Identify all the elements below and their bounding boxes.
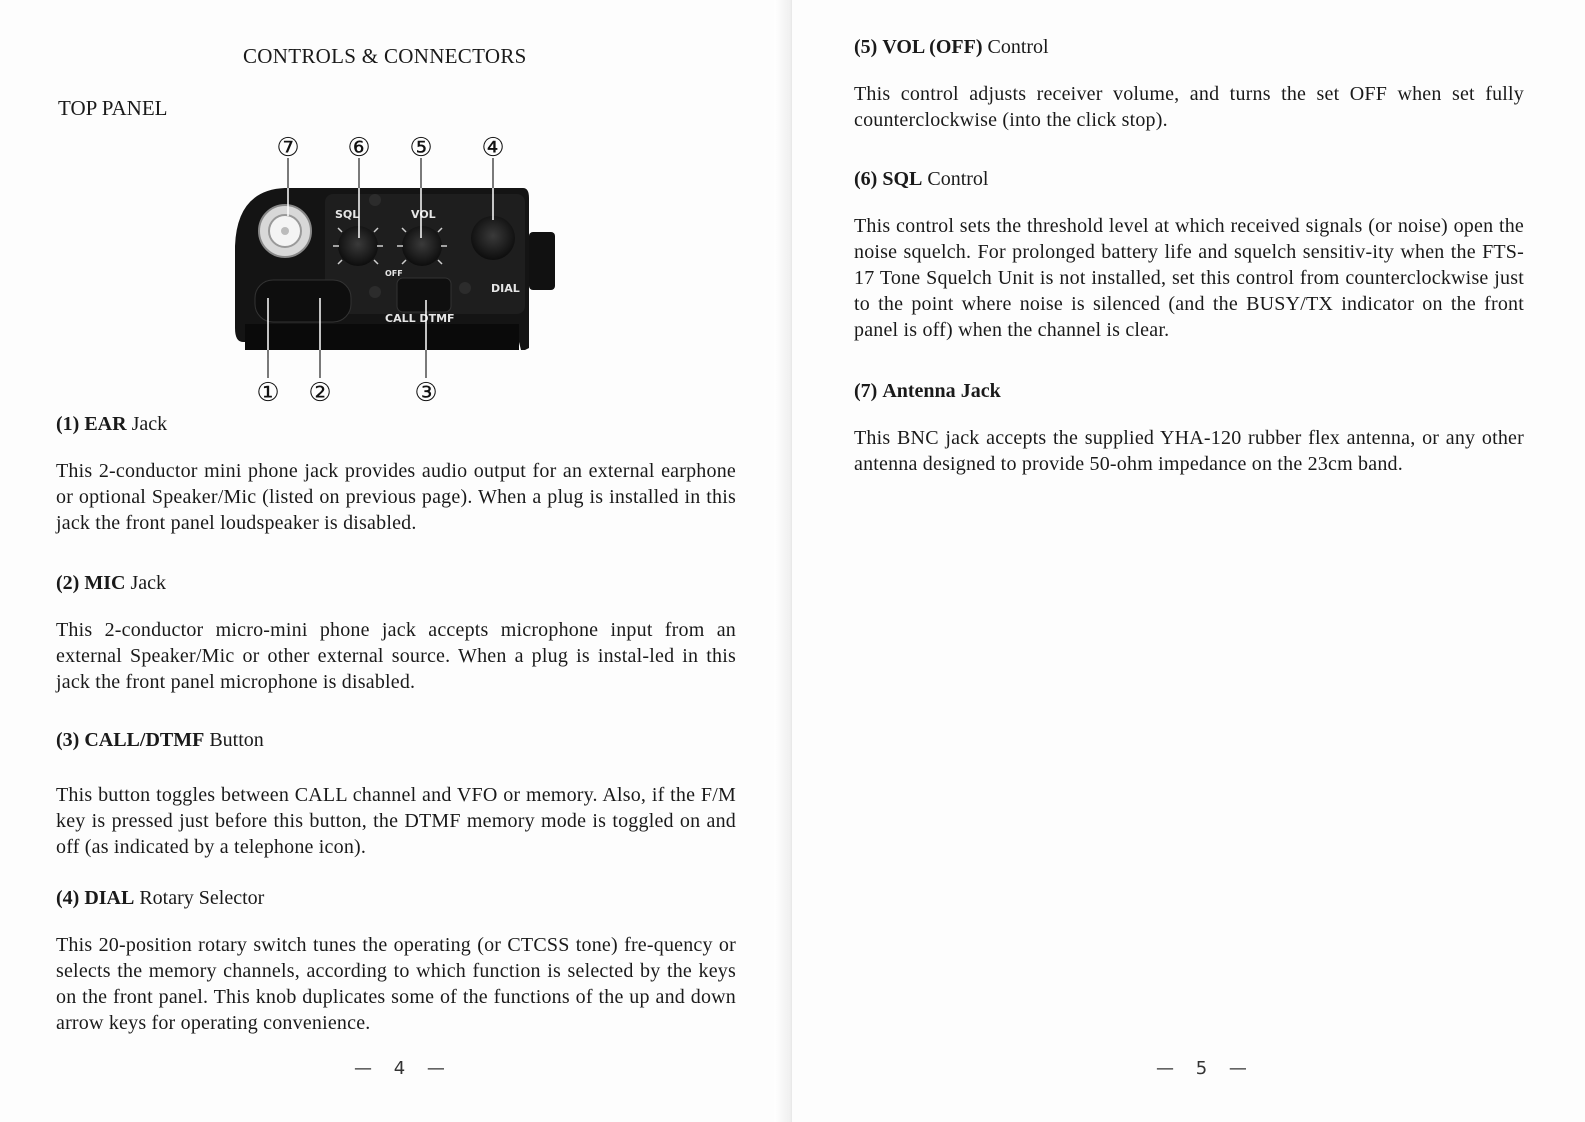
page-number: — 5 — bbox=[1156, 1058, 1255, 1079]
section-sql-control bbox=[854, 168, 1524, 343]
section-heading: (2) MIC Jack bbox=[56, 572, 166, 594]
callout-1: ① bbox=[256, 378, 280, 408]
section-heading: (7) Antenna Jack bbox=[854, 380, 1001, 402]
section-dial-rotary-selector bbox=[56, 887, 736, 1036]
section-heading: (1) EAR Jack bbox=[56, 413, 168, 435]
side-tab bbox=[529, 232, 555, 290]
panel-label-vol: VOL bbox=[411, 208, 436, 221]
radio-base bbox=[245, 324, 519, 350]
section-heading: (4) DIAL Rotary Selector bbox=[56, 887, 265, 909]
section-vol-off-control bbox=[854, 36, 1524, 133]
section-call-dtmf-button bbox=[56, 729, 736, 860]
screw bbox=[369, 286, 381, 298]
section-text: This 2-conductor mini phone jack provides audio output for an external earphone or optional Speaker/Mic (listed on previous page). When a plug is installed in this jack the front panel loudspeaker is disabled. bbox=[56, 460, 736, 534]
section-text: This 20-position rotary switch tunes the operating (or CTCSS tone) fre-quency or selects the memory channels, according to which function is selected by the keys on the front panel. This knob duplicates some of the functions of the up and down arrow keys for operating convenience. bbox=[56, 934, 736, 1034]
callout-6: ⑥ bbox=[347, 133, 371, 163]
panel-label-off: OFF bbox=[385, 269, 403, 278]
screw bbox=[369, 194, 381, 206]
callout-2: ② bbox=[308, 378, 332, 408]
left-page bbox=[0, 0, 792, 1122]
vol-knob bbox=[402, 226, 442, 266]
panel-label-sql: SQL bbox=[335, 208, 360, 221]
section-mic-jack bbox=[56, 572, 736, 695]
panel-label-dial: DIAL bbox=[491, 282, 520, 295]
right-page bbox=[792, 0, 1585, 1122]
callout-4: ④ bbox=[481, 133, 505, 163]
callout-7: ⑦ bbox=[276, 133, 300, 163]
call-dtmf-button bbox=[397, 278, 451, 312]
section-heading: (5) VOL (OFF) Control bbox=[854, 36, 1049, 58]
page-title: CONTROLS & CONNECTORS bbox=[243, 44, 527, 68]
panel-label-call-dtmf: CALL DTMF bbox=[385, 312, 455, 325]
section-text: This 2-conductor micro-mini phone jack accepts microphone input from an external Speaker/Mic or other external source. When a plug is instal-led in this jack the front panel microphone is disabled. bbox=[56, 619, 736, 693]
section-ear-jack bbox=[56, 413, 736, 536]
section-text: This BNC jack accepts the supplied YHA-120 rubber flex antenna, or any other antenna designed to provide 50-ohm impedance on the 23cm band. bbox=[854, 427, 1524, 475]
screw bbox=[459, 282, 471, 294]
jack-cover bbox=[255, 280, 351, 322]
section-subtitle: TOP PANEL bbox=[58, 96, 168, 120]
sql-knob bbox=[338, 226, 378, 266]
page-number: — 4 — bbox=[354, 1058, 453, 1079]
section-text: This button toggles between CALL channel and VFO or memory. Also, if the F/M key is pressed just before this button, the DTMF memory mode is toggled on and off (as indicated by a telephone icon). bbox=[56, 784, 736, 858]
section-antenna-jack bbox=[854, 380, 1524, 477]
antenna-jack-pin bbox=[281, 227, 289, 235]
section-text: This control sets the threshold level at which received signals (or noise) open the noise squelch. For prolonged battery life and squelch sensitiv-ity when the FTS-17 Tone Squelch Unit is not installed, set this control from counterclockwise just to the point where noise is silenced (and the BUSY/TX indicator on the front panel is off) when the channel is clear. bbox=[854, 215, 1524, 341]
top-panel-diagram bbox=[225, 128, 570, 413]
section-heading: (3) CALL/DTMF Button bbox=[56, 729, 264, 751]
callout-3: ③ bbox=[414, 378, 438, 408]
section-heading: (6) SQL Control bbox=[854, 168, 989, 190]
section-text: This control adjusts receiver volume, and turns the set OFF when set fully counterclockwise (into the click stop). bbox=[854, 83, 1524, 131]
callout-5: ⑤ bbox=[409, 133, 433, 163]
dial-knob bbox=[471, 216, 515, 260]
